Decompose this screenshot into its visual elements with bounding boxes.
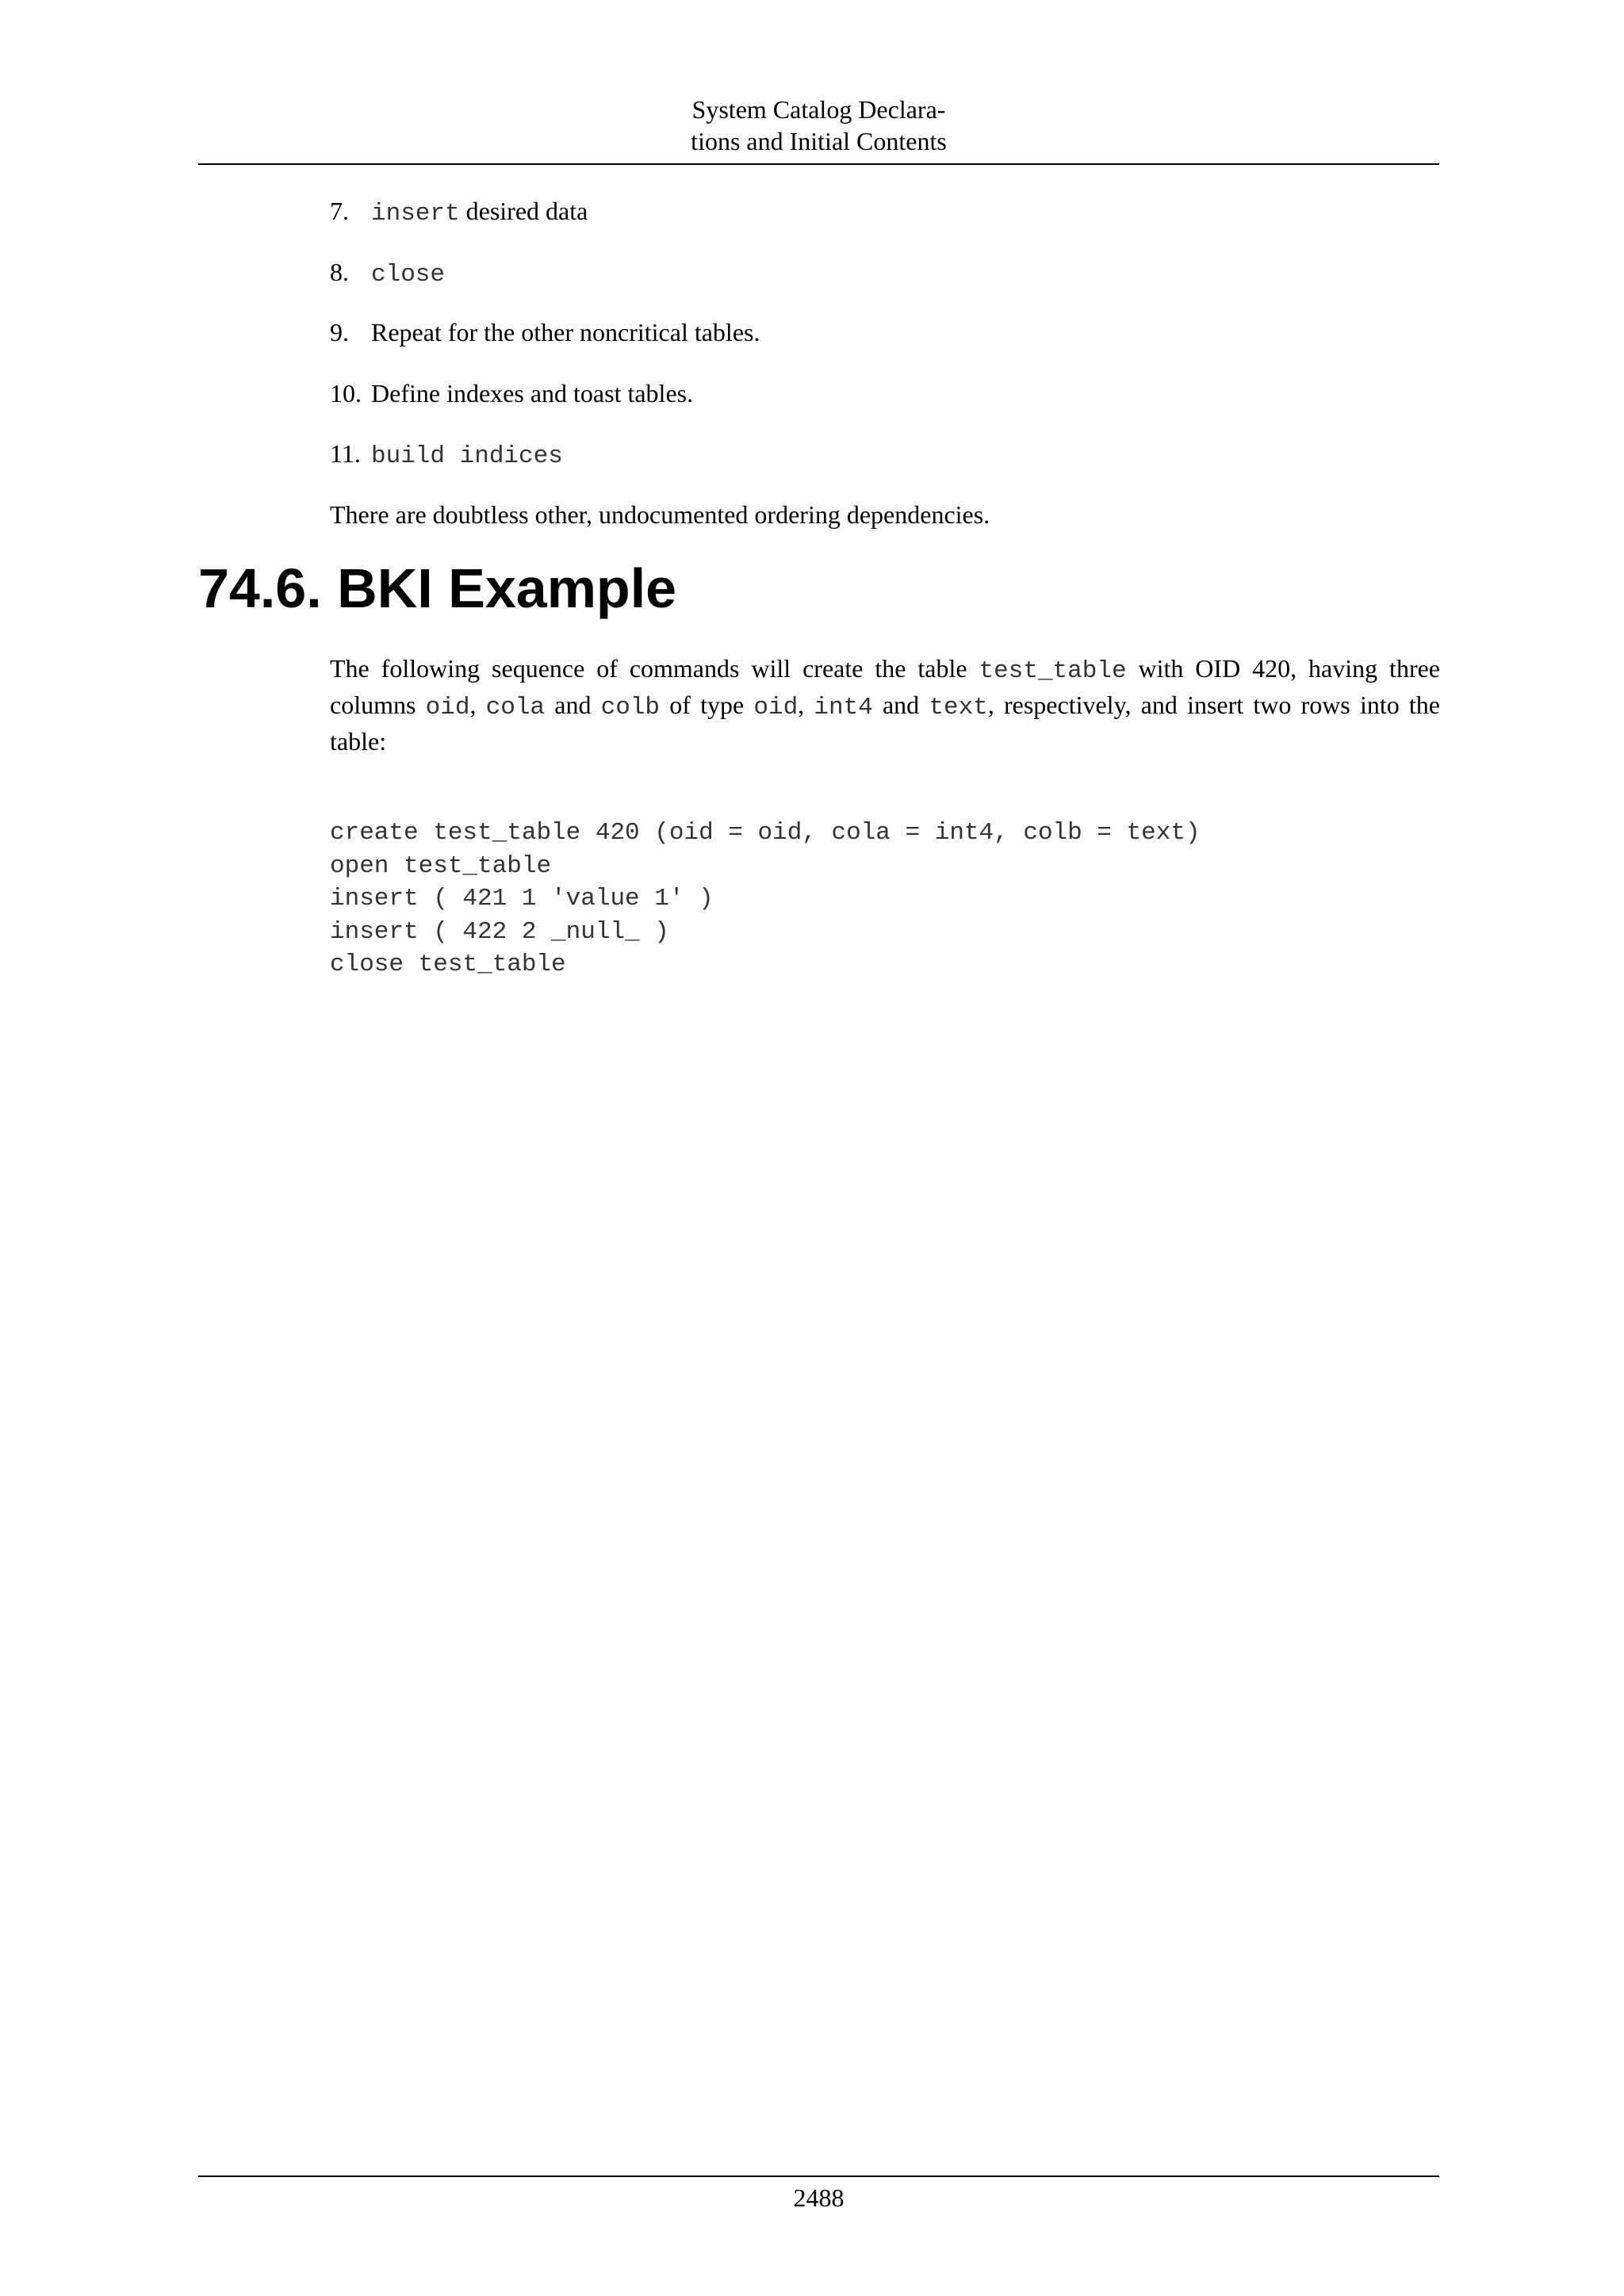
section-heading: 74.6. BKI Example (198, 557, 677, 619)
code-example (330, 817, 1201, 982)
step-number: 11. (330, 439, 361, 468)
running-header-line-1: System Catalog Declara- (691, 95, 946, 124)
intro-paragraph (330, 652, 1440, 758)
running-header (198, 94, 1439, 157)
list-item (330, 195, 1440, 256)
inline-code: int4 (814, 694, 873, 721)
page-number: 2488 (793, 2183, 845, 2212)
intro-text: and (872, 691, 929, 719)
list-item (330, 316, 1440, 377)
header-divider (198, 163, 1439, 165)
code-line: insert ( 422 2 _null_ ) (330, 917, 669, 946)
step-text: desired data (459, 197, 588, 225)
inline-code: oid (425, 694, 470, 721)
intro-text: , (469, 691, 486, 719)
code-line: open test_table (330, 851, 552, 880)
closing-note: There are doubtless other, undocumented ordering dependencies. (330, 500, 990, 529)
code-line: insert ( 421 1 'value 1' ) (330, 885, 714, 913)
running-header-line-2: tions and Initial Contents (691, 127, 947, 155)
inline-code: text (929, 694, 988, 721)
step-command: insert (371, 200, 460, 228)
step-text: Define indexes and toast tables. (371, 378, 694, 408)
step-number: 7. (330, 197, 349, 225)
step-number: 10. (330, 378, 362, 408)
step-number: 8. (330, 257, 349, 286)
intro-text: with OID 420, having three columns (330, 654, 1441, 719)
inline-code: test_table (979, 657, 1127, 685)
inline-code: colb (600, 694, 661, 721)
ordering-steps-list (330, 195, 1440, 499)
step-command: build indices (371, 442, 563, 470)
intro-text: The following sequence of commands will create the table (330, 654, 979, 683)
intro-text: , respectively, and insert two rows into the table: (330, 691, 1440, 756)
step-command: close (371, 260, 446, 289)
inline-code: cola (485, 694, 546, 721)
step-text: Repeat for the other noncritical tables. (371, 318, 760, 346)
list-item (330, 256, 1440, 317)
list-item (330, 438, 1440, 499)
intro-text: , (798, 691, 814, 719)
footer-divider (198, 2175, 1439, 2177)
code-line: close test_table (330, 951, 566, 978)
inline-code: oid (753, 694, 799, 721)
list-item (330, 377, 1440, 438)
intro-text: and (545, 691, 601, 719)
code-line: create test_table 420 (oid = oid, cola = int4, colb = text) (330, 819, 1201, 847)
intro-text: of type (660, 691, 754, 719)
step-number: 9. (330, 318, 349, 346)
